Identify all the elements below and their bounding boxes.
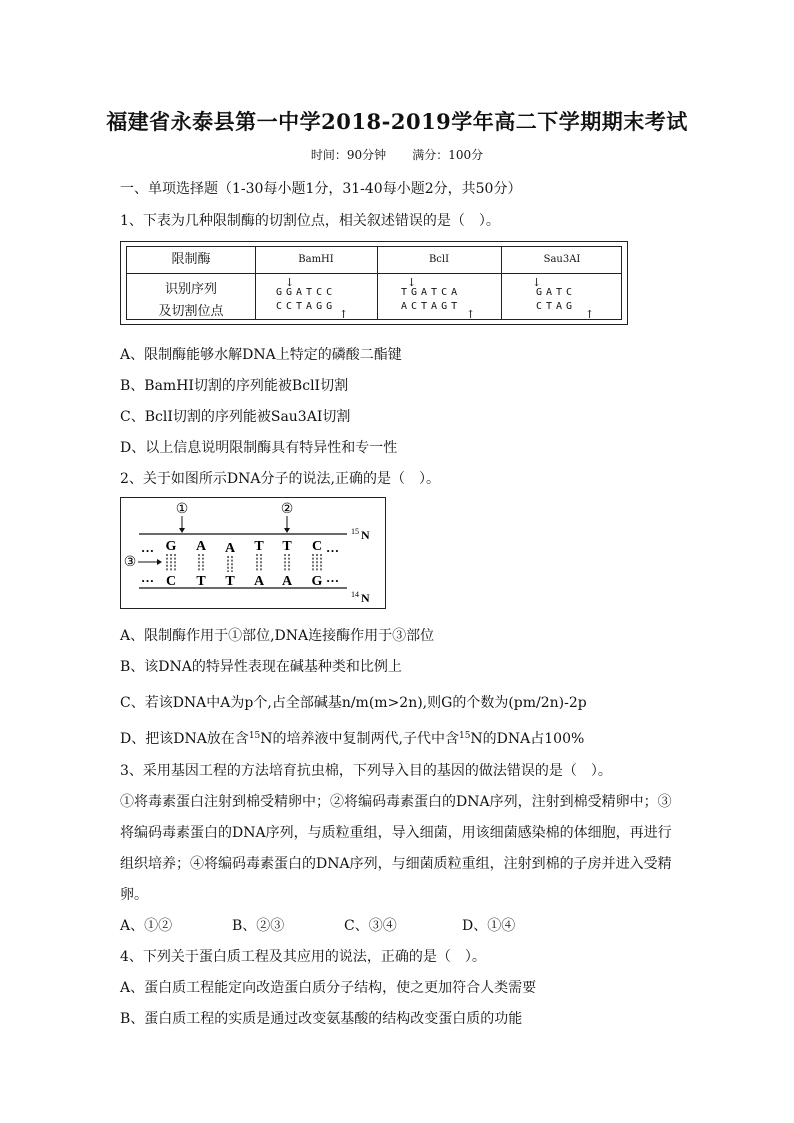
dna-diagram [120, 497, 386, 609]
table-header-enzyme: 限制酶 [171, 252, 211, 267]
strand-ellipsis: … [326, 540, 339, 555]
enzyme-table-grid [126, 246, 622, 320]
strand-ellipsis: … [141, 540, 154, 555]
q3-body-line: ①将毒素蛋白注射到棉受精卵中；②将编码毒素蛋白的DNA序列，注射到棉受精卵中；③ [120, 794, 672, 810]
marker-2: ② [280, 502, 294, 517]
bamh-top-seq: GGATCC [276, 287, 337, 298]
top-base: A [224, 541, 236, 556]
bamh-bottom-seq: CCTAGG [276, 301, 337, 312]
strand-ellipsis: … [326, 570, 339, 585]
enzyme-table [120, 241, 628, 325]
row-label-sequence: 识别序列 [164, 282, 217, 297]
top-isotope-label: N [361, 528, 370, 542]
top-base: G [165, 539, 177, 554]
q3-option-d: D、①④ [462, 918, 516, 934]
exam-info [0, 146, 794, 163]
q1-option-b: B、BamHⅠ切割的序列能被BclⅠ切割 [120, 378, 349, 394]
row-label-cut-site: 及切割位点 [158, 304, 224, 319]
bottom-base: A [281, 574, 293, 589]
q3-option-c: C、③④ [344, 918, 397, 934]
cut-arrow-up-icon: ↑ [585, 308, 595, 321]
bottom-isotope-sup: 14 [351, 590, 359, 599]
table-header-bcl: BclⅠ [428, 254, 450, 265]
q1-option-a: A、限制酶能够水解DNA上特定的磷酸二酯键 [120, 347, 402, 363]
top-base: T [282, 539, 292, 554]
cut-arrow-up-icon: ↑ [466, 308, 476, 321]
bottom-base: T [196, 574, 206, 589]
q3-body-line: 组织培养；④将编码毒素蛋白的DNA序列，与细菌质粒重组，注射到棉的子房并进入受精 [120, 856, 672, 872]
top-base: C [311, 539, 323, 554]
q3-option-b: B、②③ [232, 918, 285, 934]
table-header-bamh: BamHⅠ [298, 254, 334, 265]
marker-1: ① [175, 502, 189, 517]
exam-score: 满分：100分 [412, 148, 484, 162]
dna-diagram-svg [121, 498, 385, 608]
q3-stem: 3、采用基因工程的方法培育抗虫棉，下列导入目的基因的做法错误的是（ ）。 [120, 763, 612, 779]
table-header-sau: Sau3AⅠ [543, 254, 581, 265]
q3-body-line: 卵。 [120, 887, 148, 903]
q1-option-d: D、以上信息说明限制酶具有特异性和专一性 [120, 440, 398, 456]
q1-option-c: C、BclⅠ切割的序列能被Sau3AⅠ切割 [120, 409, 351, 425]
bottom-base: A [253, 574, 265, 589]
bcl-top-seq: TGATCA [401, 287, 462, 298]
q3-option-a: A、①② [120, 918, 173, 934]
q2-option-c: C、若该DNA中A为p个,占全部碱基n/m(m>2n),则G的个数为(pm/2n)-2p [120, 695, 587, 711]
top-base: T [254, 539, 264, 554]
q2-stem: 2、关于如图所示DNA分子的说法,正确的是（ ）。 [120, 471, 440, 487]
q4-option-a: A、蛋白质工程能定向改造蛋白质分子结构，使之更加符合人类需要 [120, 980, 537, 996]
cut-arrow-down-icon: ↓ [285, 276, 295, 289]
q4-option-b: B、蛋白质工程的实质是通过改变氨基酸的结构改变蛋白质的功能 [120, 1011, 523, 1027]
bottom-base: C [165, 574, 177, 589]
sau-top-seq: GATC [536, 287, 577, 298]
page-title: 福建省永泰县第一中学2018-2019学年高二下学期期末考试 [106, 109, 688, 134]
top-isotope-sup: 15 [351, 527, 359, 536]
cut-arrow-up-icon: ↑ [339, 308, 349, 321]
bottom-isotope-label: N [361, 591, 370, 605]
q2-option-a: A、限制酶作用于①部位,DNA连接酶作用于③部位 [120, 628, 435, 644]
q4-stem: 4、下列关于蛋白质工程及其应用的说法，正确的是（ ）。 [120, 949, 486, 965]
q2-option-b: B、该DNA的特异性表现在碱基种类和比例上 [120, 659, 402, 675]
cut-arrow-down-icon: ↓ [532, 276, 542, 289]
marker-3: ③ [123, 555, 137, 570]
strand-ellipsis: … [141, 570, 154, 585]
q3-body-line: 将编码毒素蛋白的DNA序列，与质粒重组，导入细菌，用该细菌感染棉的体细胞，再进行 [120, 825, 672, 841]
bottom-base: G [311, 574, 323, 589]
sau-bottom-seq: CTAG [536, 301, 577, 312]
q1-stem: 1、下表为几种限制酶的切割位点，相关叙述错误的是（ ）。 [120, 213, 500, 229]
section-heading: 一、单项选择题（1-30每小题1分，31-40每小题2分，共50分） [120, 181, 522, 197]
exam-time: 时间：90分钟 [310, 148, 387, 162]
bcl-bottom-seq: ACTAGT [401, 301, 462, 312]
q2-option-d: D、把该DNA放在含$^{15}$N的培养液中复制两代,子代中含$^{15}$N的DNA占100% [120, 731, 585, 747]
bottom-base: T [225, 574, 235, 589]
top-base: A [195, 539, 207, 554]
cut-arrow-down-icon: ↓ [407, 276, 417, 289]
